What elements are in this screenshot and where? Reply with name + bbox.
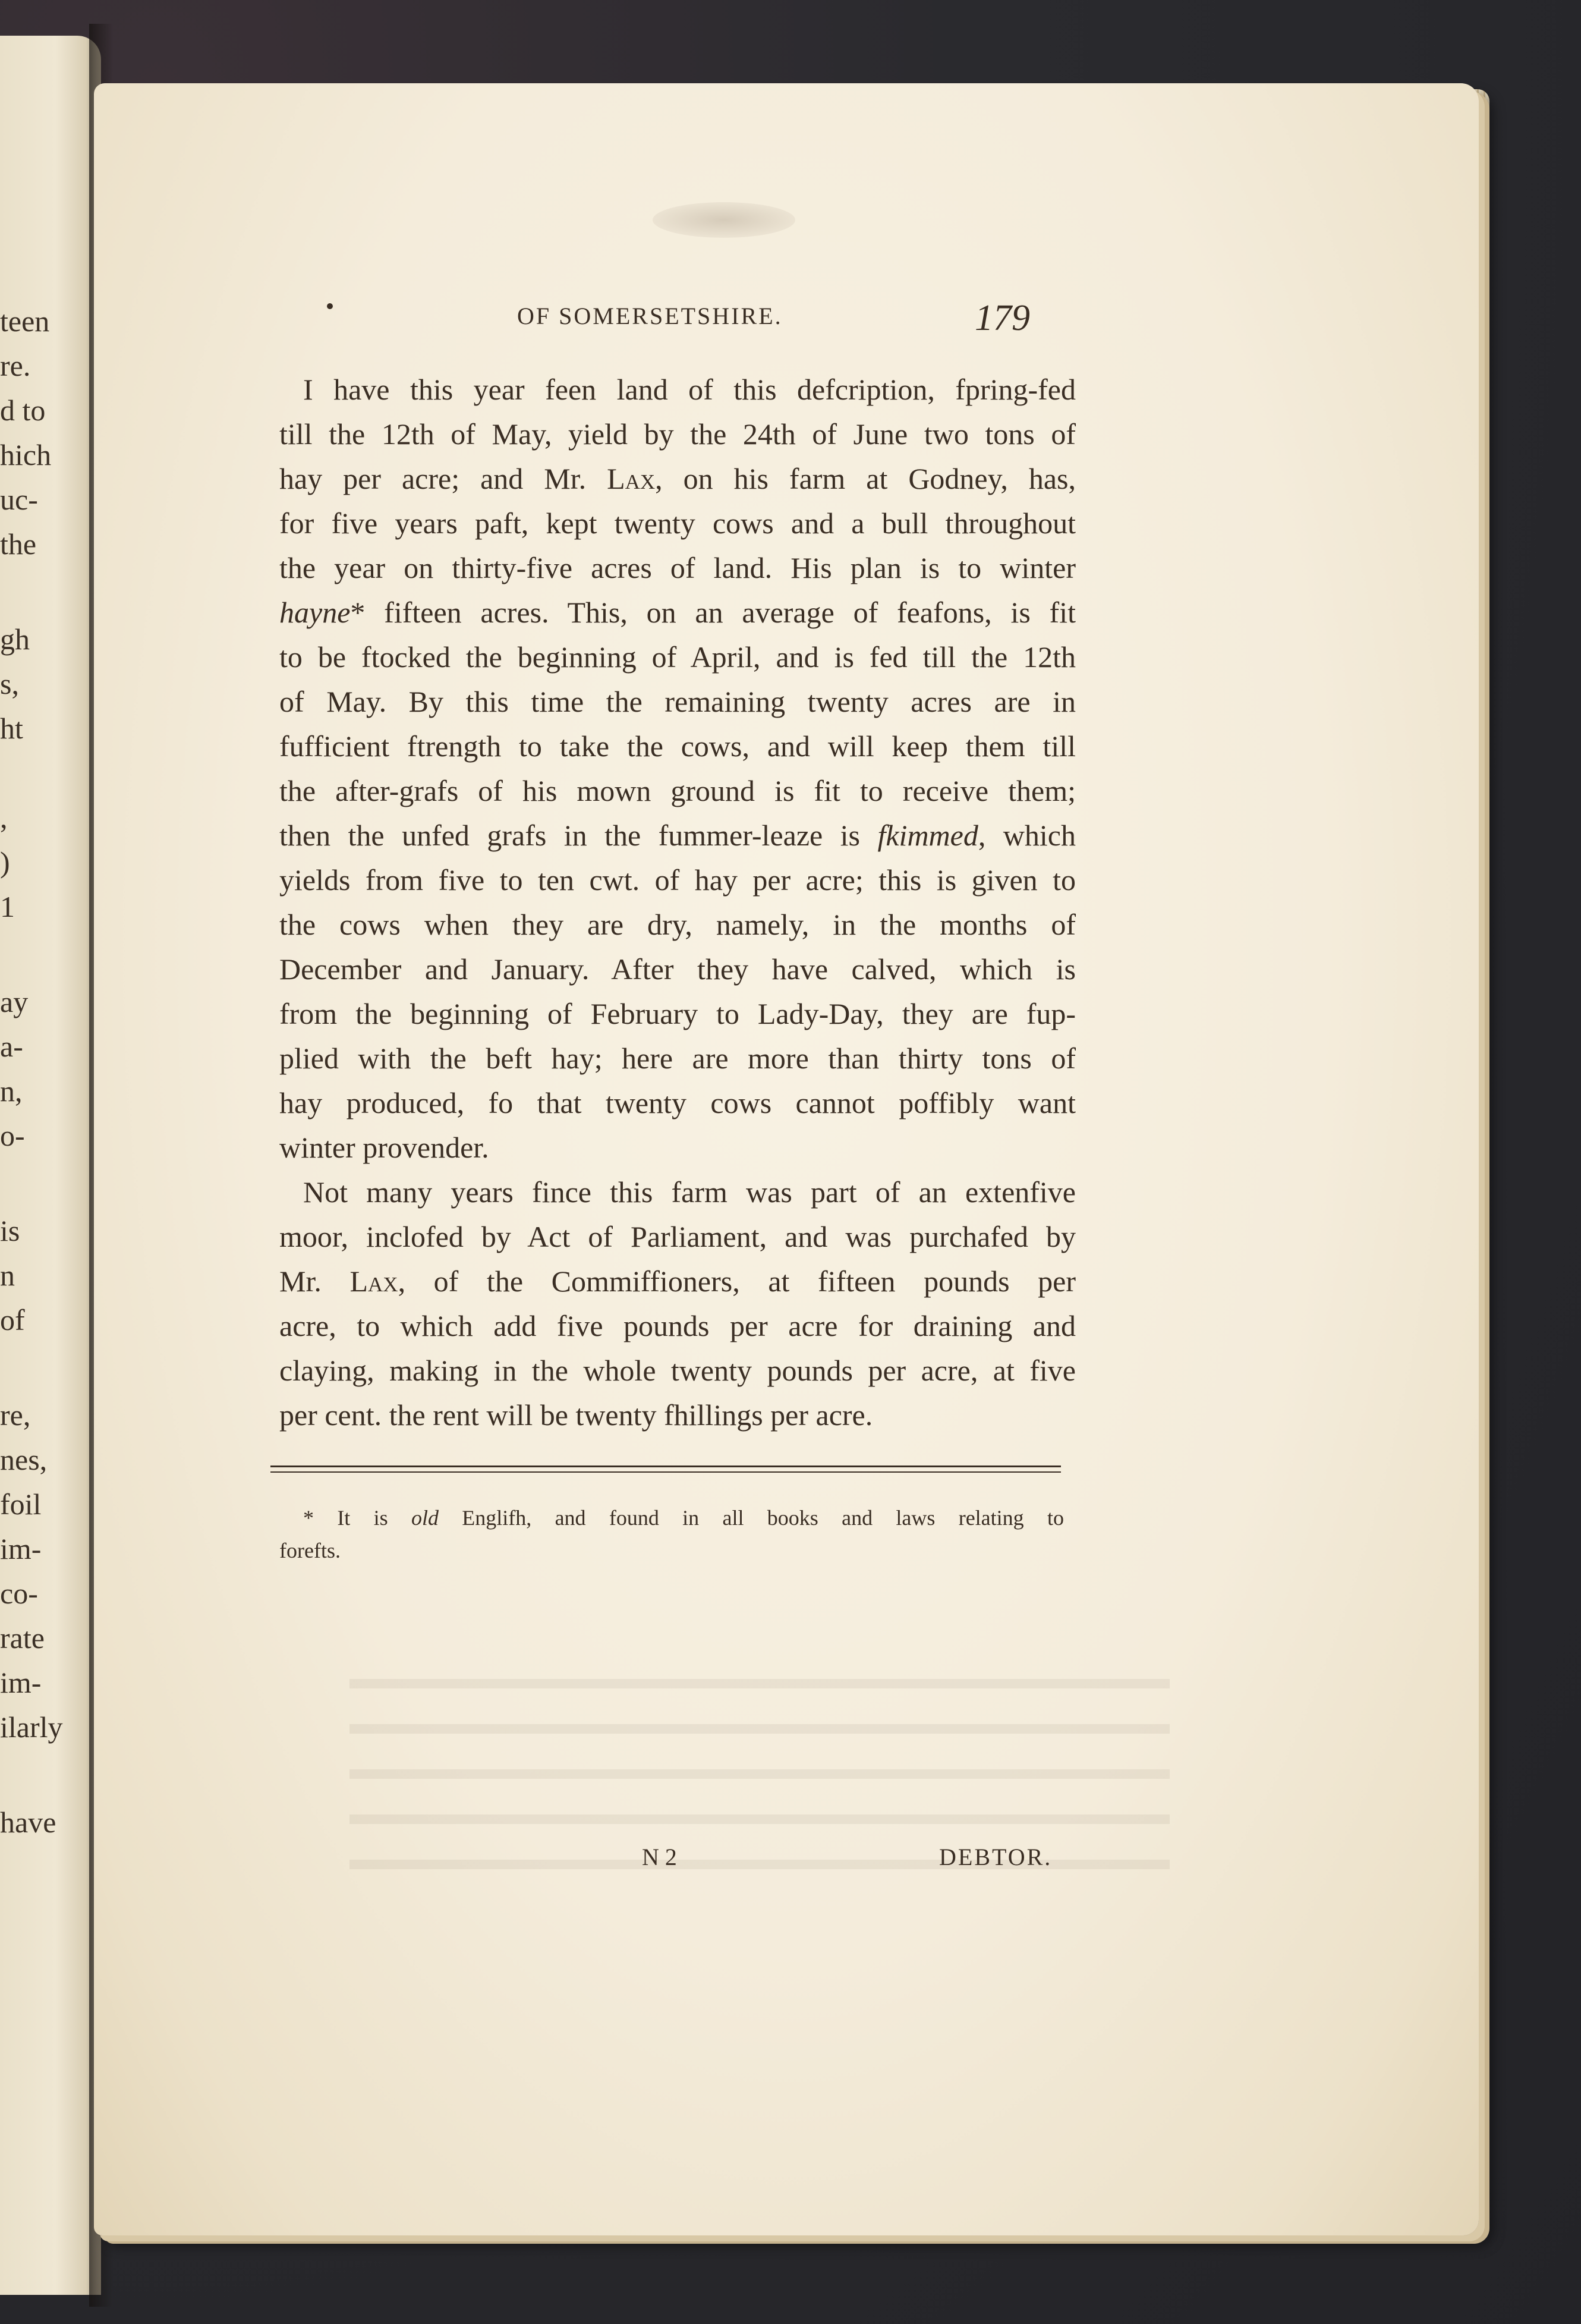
paragraph-1-line-9: fufficient ftrength to take the cows, and will keep them till xyxy=(279,729,1076,763)
paragraph-2-line-1: Not many years fince this farm was part of an extenfive xyxy=(303,1175,1076,1209)
footnote-rule-thin xyxy=(270,1471,1061,1473)
paragraph-1-line-11 xyxy=(279,820,1076,850)
facing-page-fragment: re, xyxy=(0,1398,31,1432)
facing-page-fragment: ) xyxy=(0,845,10,879)
head-mark xyxy=(327,303,333,309)
facing-page-fragment: , xyxy=(0,801,8,834)
facing-page xyxy=(0,36,101,2295)
facing-page-fragment: gh xyxy=(0,622,30,656)
text-span: hay per acre; and Mr. xyxy=(279,462,607,495)
name-lax: Lax xyxy=(607,462,656,495)
catchword: DEBTOR. xyxy=(939,1844,1053,1870)
paragraph-1-line-13: the cows when they are dry, namely, in the months of xyxy=(279,908,1076,941)
paragraph-1-line-14: December and January. After they have calved, which is xyxy=(279,952,1076,986)
page-number: 179 xyxy=(975,298,1030,338)
facing-page-fragment: im- xyxy=(0,1532,42,1565)
facing-page-fragment: a- xyxy=(0,1030,23,1063)
paragraph-1-line-17: hay produced, fo that twenty cows cannot poffibly want xyxy=(279,1086,1076,1119)
paragraph-2-line-6: per cent. the rent will be twenty fhillings per acre. xyxy=(279,1398,873,1432)
facing-page-fragment: 1 xyxy=(0,890,15,923)
facing-page-fragment: ay xyxy=(0,985,29,1018)
text-span: Englifh, and found in all books and laws relating to xyxy=(438,1506,1064,1530)
paragraph-1-line-3 xyxy=(279,464,1076,493)
paragraph-1-line-12: yields from five to ten cwt. of hay per acre; this is given to xyxy=(279,863,1076,897)
facing-page-fragment: uc- xyxy=(0,483,38,516)
facing-page-fragment: the xyxy=(0,527,37,561)
paragraph-2-line-3 xyxy=(279,1266,1076,1296)
text-span: * It is xyxy=(303,1506,411,1530)
paragraph-1-line-15: from the beginning of February to Lady-Day, they are fup- xyxy=(279,997,1076,1030)
italic-old: old xyxy=(411,1506,439,1530)
text-span: , of the Commiffioners, at fifteen pounds per xyxy=(398,1265,1076,1298)
paragraph-1-line-6 xyxy=(279,597,1076,627)
paragraph-2-line-5: claying, making in the whole twenty pounds per acre, at five xyxy=(279,1354,1076,1387)
text-span: Mr. xyxy=(279,1265,350,1298)
facing-page-fragment: o- xyxy=(0,1119,25,1152)
paragraph-1-line-2: till the 12th of May, yield by the 24th of June two tons of xyxy=(279,417,1076,451)
paragraph-1-line-16: plied with the beft hay; here are more than thirty tons of xyxy=(279,1042,1076,1075)
facing-page-fragment: im- xyxy=(0,1666,42,1699)
paragraph-1-line-10: the after-grafs of his mown ground is fit to receive them; xyxy=(279,774,1076,807)
facing-page-fragment: ilarly xyxy=(0,1710,63,1744)
facing-page-fragment: have xyxy=(0,1806,56,1839)
facing-page-fragment: of xyxy=(0,1303,25,1336)
facing-page-fragment: ht xyxy=(0,712,23,745)
paragraph-2-line-4: acre, to which add five pounds per acre for draining and xyxy=(279,1309,1076,1342)
text-span: , which xyxy=(978,819,1076,852)
text-span: , on his farm at Godney, has, xyxy=(655,462,1076,495)
paragraph-1-line-4: for five years paft, kept twenty cows and a bull throughout xyxy=(279,507,1076,540)
facing-page-fragment: nes, xyxy=(0,1443,48,1476)
italic-skimmed: fkimmed xyxy=(877,819,978,852)
paragraph-1-line-7: to be ftocked the beginning of April, and is fed till the 12th xyxy=(279,640,1076,674)
facing-page-fragment: n xyxy=(0,1259,15,1292)
paragraph-1-line-8: of May. By this time the remaining twenty acres are in xyxy=(279,685,1076,718)
facing-page-fragment: teen xyxy=(0,304,50,338)
name-lax: Lax xyxy=(349,1265,398,1298)
text-span: then the unfed grafs in the fummer-leaze is xyxy=(279,819,878,852)
facing-page-fragment: re. xyxy=(0,349,31,382)
facing-page-fragment: n, xyxy=(0,1074,23,1108)
italic-hayne: hayne xyxy=(279,596,351,629)
signature-mark: N 2 xyxy=(642,1844,677,1870)
paragraph-1-line-5: the year on thirty-five acres of land. His plan is to winter xyxy=(279,551,1076,584)
page-stain xyxy=(653,202,795,238)
facing-page-fragment: hich xyxy=(0,438,52,471)
text-span: * fifteen acres. This, on an average of feafons, is fit xyxy=(350,596,1076,629)
facing-page-fragment: s, xyxy=(0,667,19,700)
facing-page-fragment: foil xyxy=(0,1488,42,1521)
facing-page-fragment: is xyxy=(0,1214,20,1247)
paragraph-1-line-1: I have this year feen land of this defcription, fpring-fed xyxy=(303,373,1076,406)
facing-page-fragment: co- xyxy=(0,1577,38,1610)
facing-page-fragment: d to xyxy=(0,394,46,427)
running-head: OF SOMERSETSHIRE. xyxy=(517,303,783,329)
paragraph-2-line-2: moor, inclofed by Act of Parliament, and was purchafed by xyxy=(279,1220,1076,1253)
footnote-line-2: forefts. xyxy=(279,1539,341,1562)
paragraph-1-line-18: winter provender. xyxy=(279,1131,489,1164)
facing-page-fragment: rate xyxy=(0,1621,45,1655)
footnote-rule xyxy=(270,1466,1061,1467)
footnote-line-1 xyxy=(279,1507,1064,1529)
